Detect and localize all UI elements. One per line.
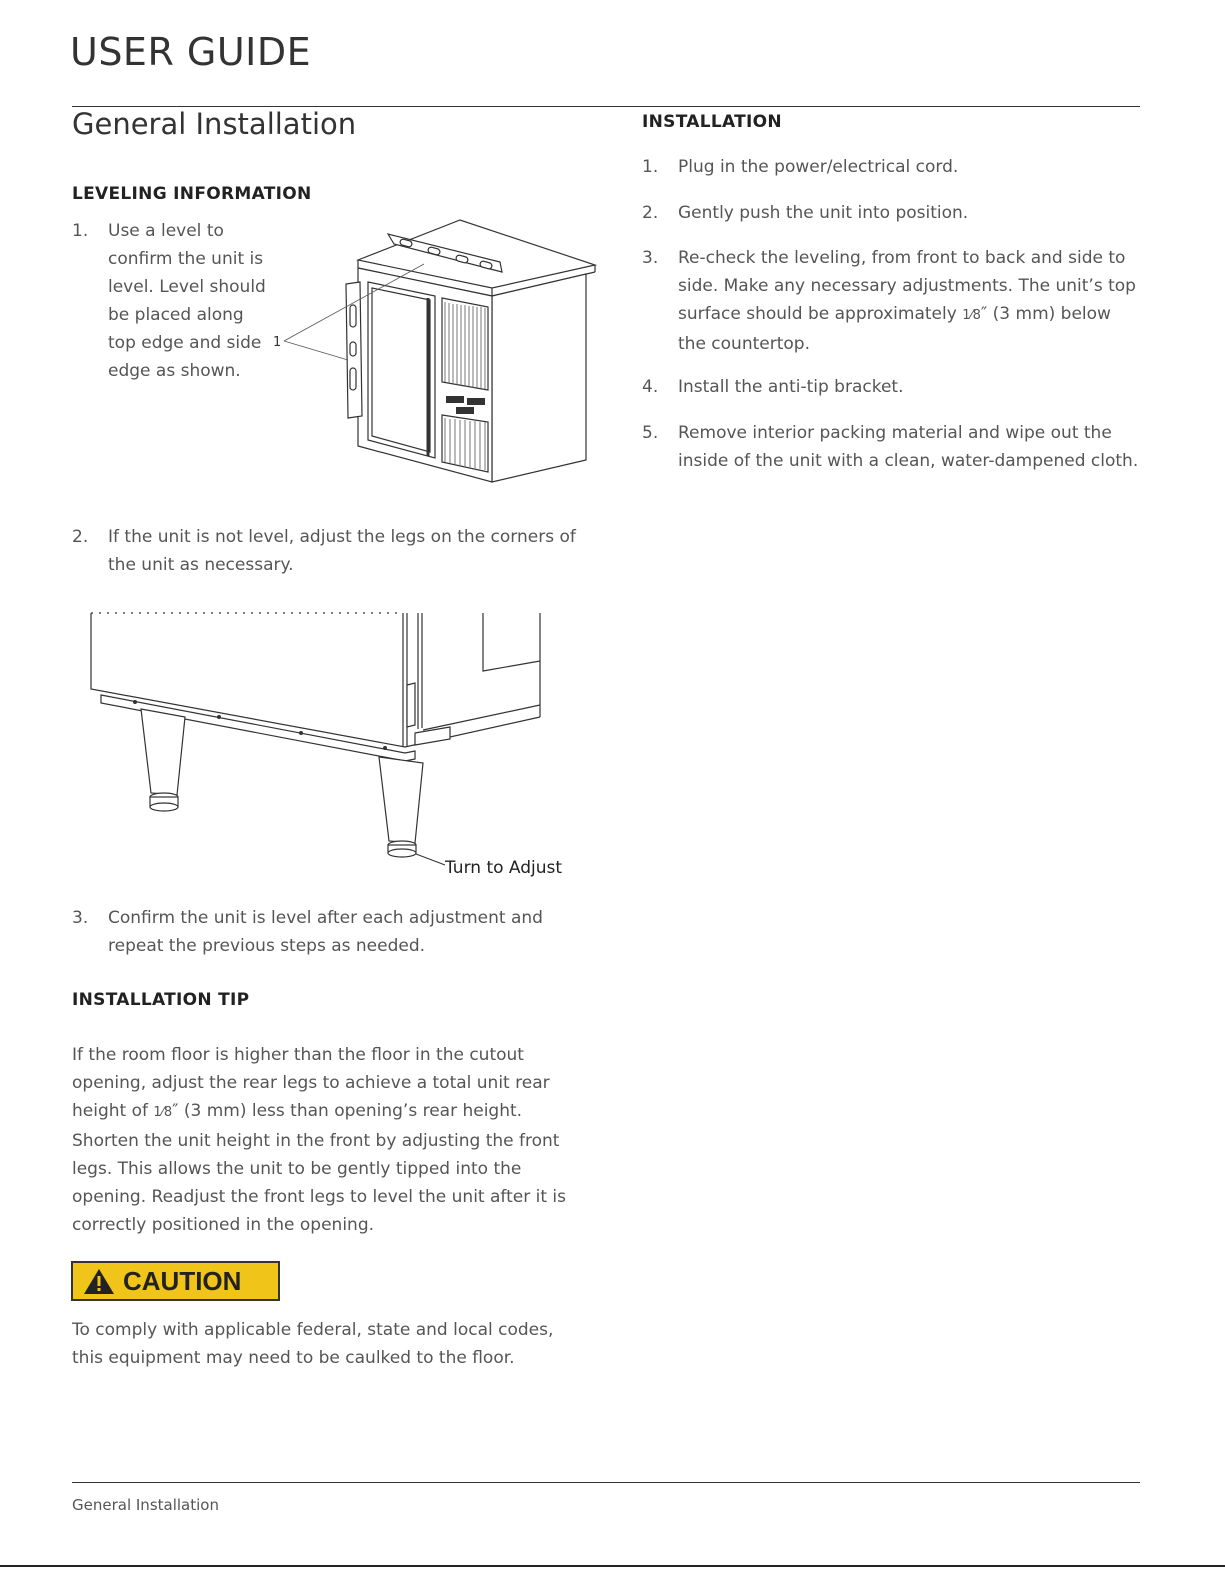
step-line: the unit as necessary. bbox=[108, 555, 294, 575]
installation-step-1 bbox=[642, 153, 1162, 181]
section-title: General Installation bbox=[72, 107, 357, 141]
step-line: side. Make any necessary adjustments. The unit’s top bbox=[678, 276, 1136, 296]
step-number: 2. bbox=[72, 527, 89, 547]
tip-line: correctly positioned in the opening. bbox=[72, 1215, 375, 1235]
step-line: If the unit is not level, adjust the legs on the corners of bbox=[108, 527, 576, 547]
step-line: level. Level should bbox=[108, 277, 266, 297]
step-line: Remove interior packing material and wipe out the bbox=[678, 423, 1112, 443]
step-line: confirm the unit is bbox=[108, 249, 264, 269]
step-line: Install the anti-tip bracket. bbox=[678, 377, 904, 397]
step-line: Re-check the leveling, from front to back and side to bbox=[678, 248, 1126, 268]
step-number: 4. bbox=[642, 377, 659, 397]
step-line: Gently push the unit into position. bbox=[678, 203, 969, 223]
step-line bbox=[678, 300, 1162, 330]
warning-triangle-icon bbox=[83, 1267, 115, 1295]
tip-line: legs. This allows the unit to be gently tipped into the bbox=[72, 1159, 522, 1179]
step-text: surface should be approximately bbox=[678, 304, 963, 324]
fraction: 1⁄8 bbox=[153, 1105, 173, 1120]
installation-tip-heading: INSTALLATION TIP bbox=[72, 990, 250, 1010]
document-title: USER GUIDE bbox=[70, 30, 312, 74]
step-number: 2. bbox=[642, 203, 659, 223]
step-line: Use a level to bbox=[108, 221, 224, 241]
leveling-heading: LEVELING INFORMATION bbox=[72, 184, 312, 204]
installation-step-2 bbox=[642, 199, 1162, 227]
step-line: inside of the unit with a clean, water-dampened cloth. bbox=[678, 451, 1139, 471]
installation-step-4 bbox=[642, 373, 1162, 401]
step-number: 1. bbox=[642, 157, 659, 177]
caution-line: this equipment may need to be caulked to the floor. bbox=[72, 1348, 515, 1368]
tip-text: ″ (3 mm) less than opening’s rear height. bbox=[172, 1101, 523, 1121]
installation-step-3 bbox=[642, 244, 1162, 358]
step-number: 3. bbox=[72, 908, 89, 928]
tip-line: Shorten the unit height in the front by adjusting the front bbox=[72, 1131, 560, 1151]
footer-text: General Installation bbox=[72, 1496, 219, 1514]
caution-label bbox=[71, 1261, 280, 1301]
page-bottom-border bbox=[0, 1565, 1225, 1567]
step-line: Plug in the power/electrical cord. bbox=[678, 157, 959, 177]
tip-line: If the room floor is higher than the floor in the cutout bbox=[72, 1045, 524, 1065]
caution-line: To comply with applicable federal, state and local codes, bbox=[72, 1320, 554, 1340]
caution-text: CAUTION bbox=[123, 1265, 242, 1296]
leveling-step-2 bbox=[72, 523, 592, 579]
tip-line: opening, adjust the rear legs to achieve a total unit rear bbox=[72, 1073, 550, 1093]
leveling-figure bbox=[270, 210, 600, 490]
step-text: ″ (3 mm) below bbox=[980, 304, 1111, 324]
step-line: be placed along bbox=[108, 305, 244, 325]
step-line: the countertop. bbox=[678, 334, 810, 354]
step-number: 3. bbox=[642, 248, 659, 268]
step-line: edge as shown. bbox=[108, 361, 241, 381]
installation-tip-paragraph bbox=[72, 1041, 592, 1239]
footer-rule bbox=[72, 1482, 1140, 1483]
leg-adjust-figure bbox=[85, 605, 575, 885]
figure-callout-number: 1 bbox=[273, 335, 282, 350]
step-number: 5. bbox=[642, 423, 659, 443]
tip-line bbox=[72, 1097, 592, 1127]
step-line: Confirm the unit is level after each adjustment and bbox=[108, 908, 543, 928]
step-line: top edge and side bbox=[108, 333, 262, 353]
step-number: 1. bbox=[72, 221, 89, 241]
turn-to-adjust-label: Turn to Adjust bbox=[445, 858, 563, 878]
tip-text: height of bbox=[72, 1101, 154, 1121]
installation-step-5 bbox=[642, 419, 1162, 475]
leveling-step-3 bbox=[72, 904, 592, 960]
fraction: 1⁄8 bbox=[962, 308, 981, 323]
installation-heading: INSTALLATION bbox=[642, 112, 782, 132]
caution-paragraph bbox=[72, 1316, 592, 1372]
tip-line: opening. Readjust the front legs to level the unit after it is bbox=[72, 1187, 566, 1207]
step-line: repeat the previous steps as needed. bbox=[108, 936, 426, 956]
